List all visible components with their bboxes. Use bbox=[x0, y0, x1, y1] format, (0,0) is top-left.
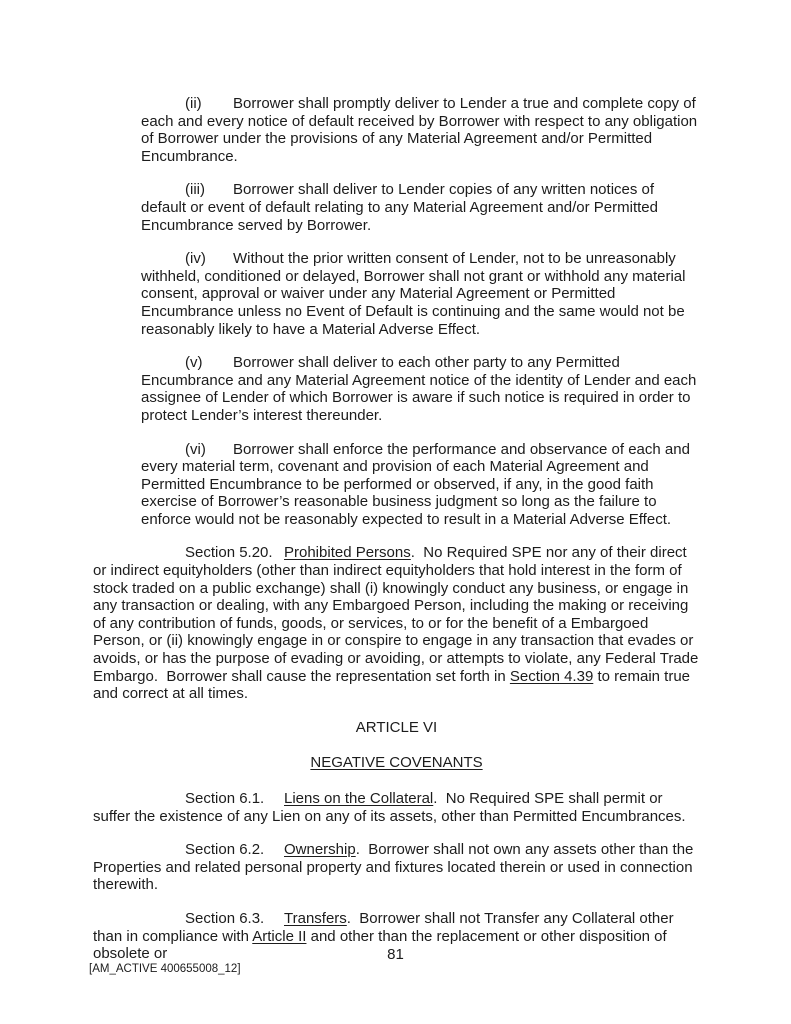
section-number: Section 6.2. bbox=[185, 841, 265, 859]
section-text: . No Required SPE nor any of their direct or indirect equityholders (other than indirect equityholders that hold interest in the form of stock traded on a public exchange) shall (i) knowingly conduct any business, or engage in any transaction or dealing, with any Embargoed Person, including the making or receiving of any contribution of funds, goods, or services, to or for the benefit of a Embargoed Person, or (ii) knowingly engage in or conspire to engage in any transaction that evades or avoids, or has the purpose of evading or avoiding, or attempts to violate, any Federal Trade Embargo. Borrower shall cause the representation set forth in bbox=[93, 544, 703, 685]
article-subtitle-text: NEGATIVE COVENANTS bbox=[310, 754, 483, 772]
clause-text: Borrower shall promptly deliver to Lender a true and complete copy of each and every notice of default received by Borrower with respect to any obligation of Borrower under the provisions of any Material Agreement and/or Permitted Encumbrance. bbox=[141, 95, 702, 165]
clause-v bbox=[141, 354, 700, 424]
section-number: Section 6.1. bbox=[185, 790, 265, 807]
clause-iv bbox=[141, 250, 700, 338]
clause-text: Borrower shall deliver to each other party to any Permitted Encumbrance and any Material Agreement notice of the identity of Lender and each assignee of Lender of which Borrower is aware if such notice is required in order to protect Lender’s interest thereunder. bbox=[141, 354, 701, 424]
section-heading: Transfers bbox=[284, 909, 347, 927]
section-text: and other than the replacement or other disposition of obsolete or bbox=[93, 927, 671, 963]
clause-label: (iv) bbox=[185, 250, 206, 268]
cross-reference: Article II bbox=[252, 927, 307, 945]
clause-label: (ii) bbox=[185, 95, 202, 112]
clause-text: Without the prior written consent of Lender, not to be unreasonably withheld, conditioned or delayed, Borrower shall not grant or withhold any material consent, approval or waiver under any Material Agreement or Permitted Encumbrance unless no Event of Default is continuing and the same would not be reasonably likely to have a Material Adverse Effect. bbox=[141, 250, 690, 338]
document-id-tag: [AM_ACTIVE 400655008_12] bbox=[89, 963, 241, 975]
section-6-2 bbox=[93, 841, 700, 894]
document-body bbox=[93, 95, 703, 979]
section-text: . Borrower shall not Transfer any Collateral other than in compliance with bbox=[93, 909, 678, 945]
section-5-20 bbox=[93, 544, 703, 703]
section-6-1 bbox=[93, 790, 700, 825]
clause-label: (iii) bbox=[185, 181, 205, 199]
clause-vi bbox=[141, 441, 700, 529]
section-text: . Borrower shall not own any assets other than the Properties and related personal property and fixtures located therein or used in connection therewith. bbox=[93, 841, 698, 894]
clause-label: (v) bbox=[185, 354, 203, 372]
section-text: to remain true and correct at all times. bbox=[93, 667, 695, 703]
section-heading: Prohibited Persons bbox=[284, 544, 411, 562]
clause-text: Borrower shall deliver to Lender copies of any written notices of default or event of default relating to any Material Agreement and/or Permitted Encumbrance served by Borrower. bbox=[141, 181, 663, 234]
clause-ii bbox=[141, 95, 700, 165]
clause-iii bbox=[141, 181, 700, 234]
section-heading: Liens on the Collateral bbox=[284, 790, 434, 807]
clause-text: Borrower shall enforce the performance and observance of each and every material term, covenant and provision of each Material Agreement and Permitted Encumbrance to be performed or observed, if any, in the good faith exercise of Borrower’s reasonable business judgment so long as the failure to enforce would not be reasonably expected to result in a Material Adverse Effect. bbox=[141, 440, 695, 528]
section-heading: Ownership bbox=[284, 841, 356, 859]
cross-reference: Section 4.39 bbox=[509, 667, 594, 685]
section-number: Section 6.3. bbox=[185, 909, 265, 927]
article-subtitle bbox=[93, 754, 700, 772]
clause-label: (vi) bbox=[185, 440, 206, 458]
article-title: ARTICLE VI bbox=[355, 718, 438, 736]
section-number: Section 5.20. bbox=[185, 544, 273, 562]
page-number: 81 bbox=[387, 946, 404, 963]
section-text: . No Required SPE shall permit or suffer the existence of any Lien on any of its assets, other than Permitted Encumbrances. bbox=[93, 790, 686, 825]
